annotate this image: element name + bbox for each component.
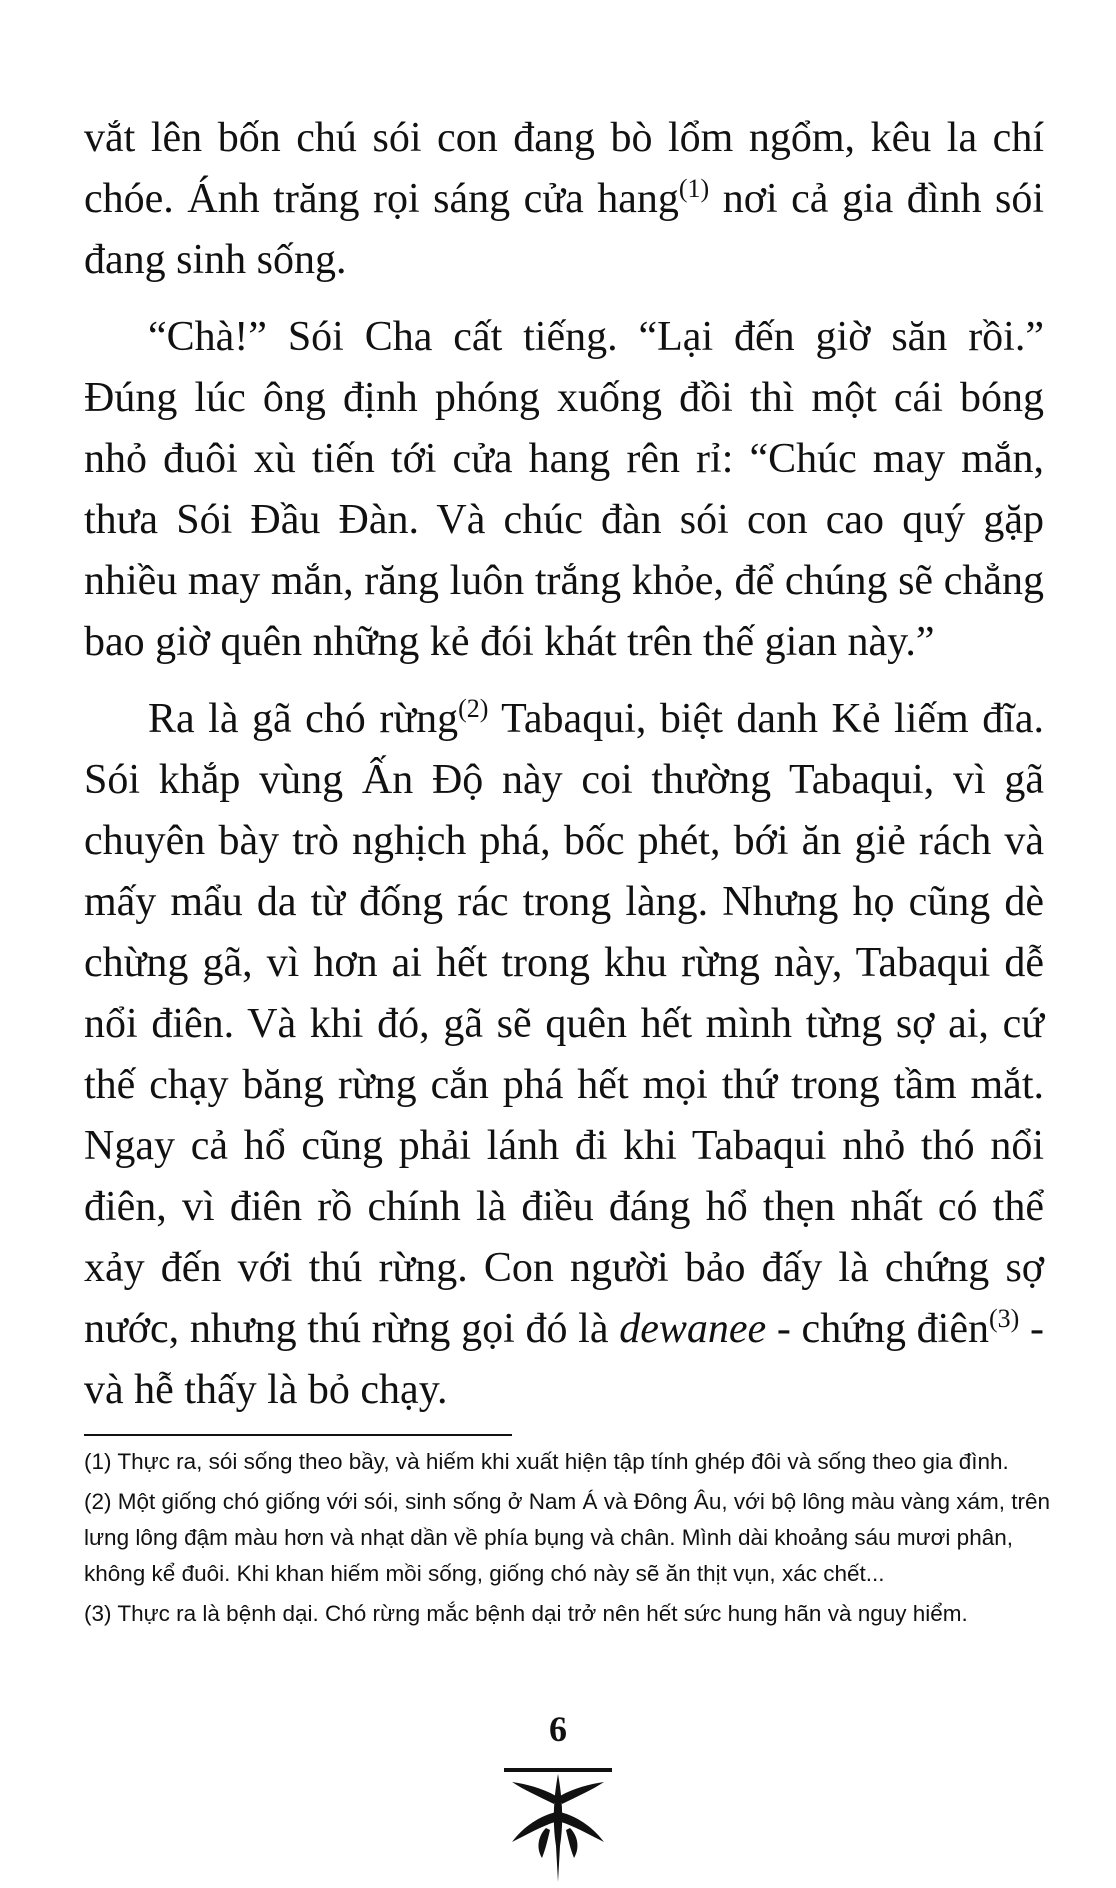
footnote-2: (2) Một giống chó giống với sói, sinh sống ở Nam Á và Đông Âu, với bộ lông màu vàng xám, trên lưng lông đậm màu hơn và nhạt dần về phía bụng và chân. Mình dài khoảng sáu mươi phân, không kể đuôi. Khi khan hiếm mồi sống, giống chó này sẽ ăn thịt vụn, xác chết... <box>84 1489 1050 1586</box>
page-number: 6 <box>549 1709 567 1749</box>
footnote-1: (1) Thực ra, sói sống theo bầy, và hiếm khi xuất hiện tập tính ghép đôi và sống theo gia đình. <box>84 1449 1009 1474</box>
text-run: “Chà!” Sói Cha cất tiếng. “Lại đến giờ săn rồi.” Đúng lúc ông định phóng xuống đồi thì một cái bóng nhỏ đuôi xù tiến tới cửa hang rên rỉ: “Chúc may mắn, thưa Sói Đầu Đàn. Và chúc đàn sói con cao quý gặp nhiều may mắn, răng luôn trắng khỏe, để chúng sẽ chẳng bao giờ quên những kẻ đói khát trên thế gian này.” <box>84 314 1044 665</box>
footnote-ref-2: (2) <box>458 694 489 723</box>
paragraph-2 <box>84 307 1044 673</box>
footnote-ref-1: (1) <box>678 174 710 203</box>
text-run: nơi cả gia đình sói đang sinh sống. <box>84 176 1044 283</box>
footnote-ref-3: (3) <box>988 1304 1020 1333</box>
footnotes <box>84 1444 1052 1636</box>
paragraph-1 <box>84 108 1044 291</box>
text-run: - và hễ thấy là bỏ chạy. <box>84 1306 1044 1413</box>
footnote-divider <box>84 1434 512 1436</box>
fleuron-ornament-icon <box>498 1766 618 1884</box>
footnote-3: (3) Thực ra là bệnh dại. Chó rừng mắc bệnh dại trở nên hết sức hung hãn và nguy hiểm. <box>84 1601 968 1626</box>
text-run: vắt lên bốn chú sói con đang bò lổm ngổm, kêu la chí chóe. Ánh trăng rọi sáng cửa hang <box>84 115 1044 222</box>
main-text <box>84 108 1044 1437</box>
italic-term: dewanee <box>619 1306 767 1352</box>
paragraph-3 <box>84 689 1044 1421</box>
text-run: Tabaqui, biệt danh Kẻ liếm đĩa. Sói khắp vùng Ấn Độ này coi thường Tabaqui, vì gã chuyên bày trò nghịch phá, bốc phét, bới ăn giẻ rách và mấy mẩu da từ đống rác trong làng. Nhưng họ cũng dè chừng gã, vì hơn ai hết trong khu rừng này, Tabaqui dễ nổi điên. Và khi đó, gã sẽ quên hết mình từng sợ ai, cứ thế chạy băng rừng cắn phá hết mọi thứ trong tầm mắt. Ngay cả hổ cũng phải lánh đi khi Tabaqui nhỏ thó nổi điên, vì điên rồ chính là điều đáng hổ thẹn nhất có thể xảy đến với thú rừng. Con người bảo đấy là chứng sợ nước, nhưng thú rừng gọi đó là <box>84 696 1045 1352</box>
text-run: - chứng điên <box>766 1306 989 1352</box>
text-run: Ra là gã chó rừng <box>148 696 459 742</box>
